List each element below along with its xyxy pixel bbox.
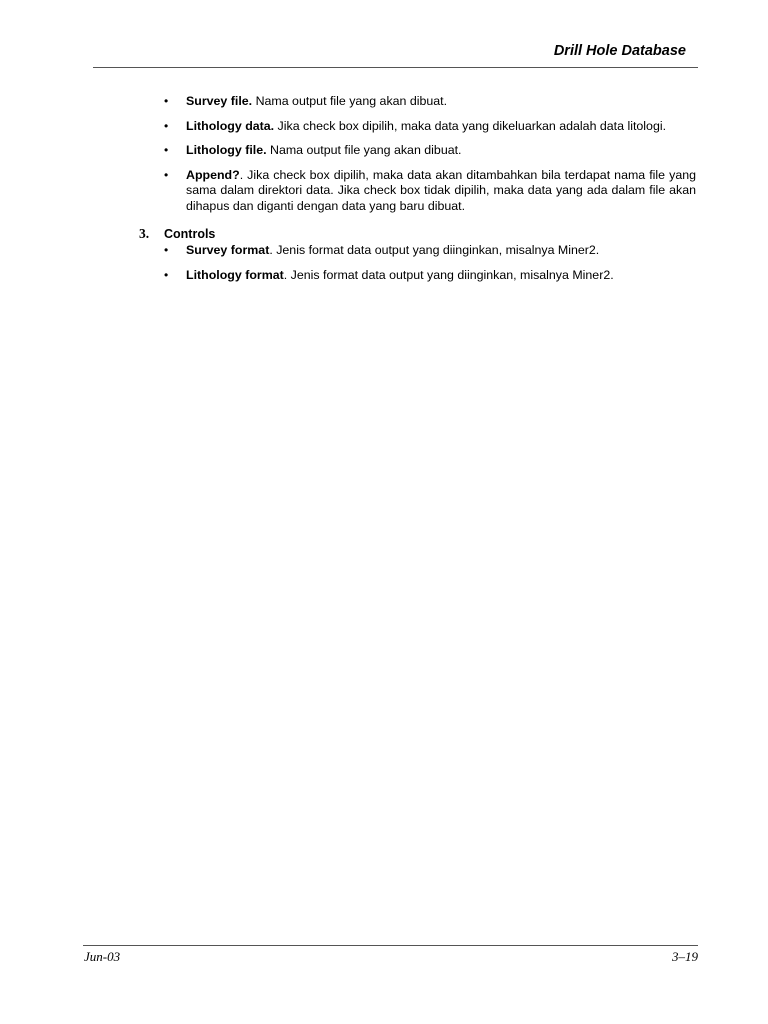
item-text: Nama output file yang akan dibuat.: [266, 143, 462, 157]
item-term: Lithology format: [186, 267, 284, 282]
item-text: . Jika check box dipilih, maka data akan ditambahkan bila terdapat nama file yang sama dalam direktori data. Jika check box tidak dipilih, maka data yang ada dalam file akan dihapus dan diganti dengan data yang baru dibuat.: [186, 167, 696, 213]
footer-date: Jun-03: [84, 949, 121, 964]
list-item: [164, 267, 696, 284]
bullet-icon: •: [164, 94, 169, 108]
list-item: [164, 243, 696, 259]
section-title: Controls: [164, 227, 216, 241]
item-term: Lithology file.: [186, 143, 267, 157]
list-item: [164, 167, 696, 215]
section-number: 3.: [139, 226, 150, 241]
list-item: [164, 118, 696, 135]
section-heading: [139, 226, 215, 242]
item-term: Lithology data.: [186, 118, 275, 133]
item-text: Nama output file yang akan dibuat.: [252, 94, 448, 108]
list-item: [164, 94, 696, 110]
options-list: [164, 94, 696, 223]
item-text: . Jenis format data output yang diinginkan, misalnya Miner2.: [269, 243, 600, 257]
item-text: . Jenis format data output yang diinginkan, misalnya Miner2.: [283, 267, 614, 282]
bullet-icon: •: [164, 243, 169, 257]
bullet-icon: •: [164, 143, 169, 157]
footer-page-number: 3–19: [672, 949, 698, 964]
item-term: Survey file.: [186, 94, 253, 108]
item-text: Jika check box dipilih, maka data yang dikeluarkan adalah data litologi.: [274, 118, 667, 133]
footer-rule: [83, 945, 698, 946]
page-header-title: Drill Hole Database: [553, 43, 686, 59]
controls-list: [164, 243, 696, 292]
header-rule: [93, 67, 698, 68]
bullet-icon: •: [164, 267, 169, 282]
item-term: Survey format: [186, 243, 270, 257]
bullet-icon: •: [164, 118, 169, 133]
item-term: Append?: [186, 167, 240, 182]
bullet-icon: •: [164, 167, 169, 182]
list-item: [164, 143, 696, 159]
